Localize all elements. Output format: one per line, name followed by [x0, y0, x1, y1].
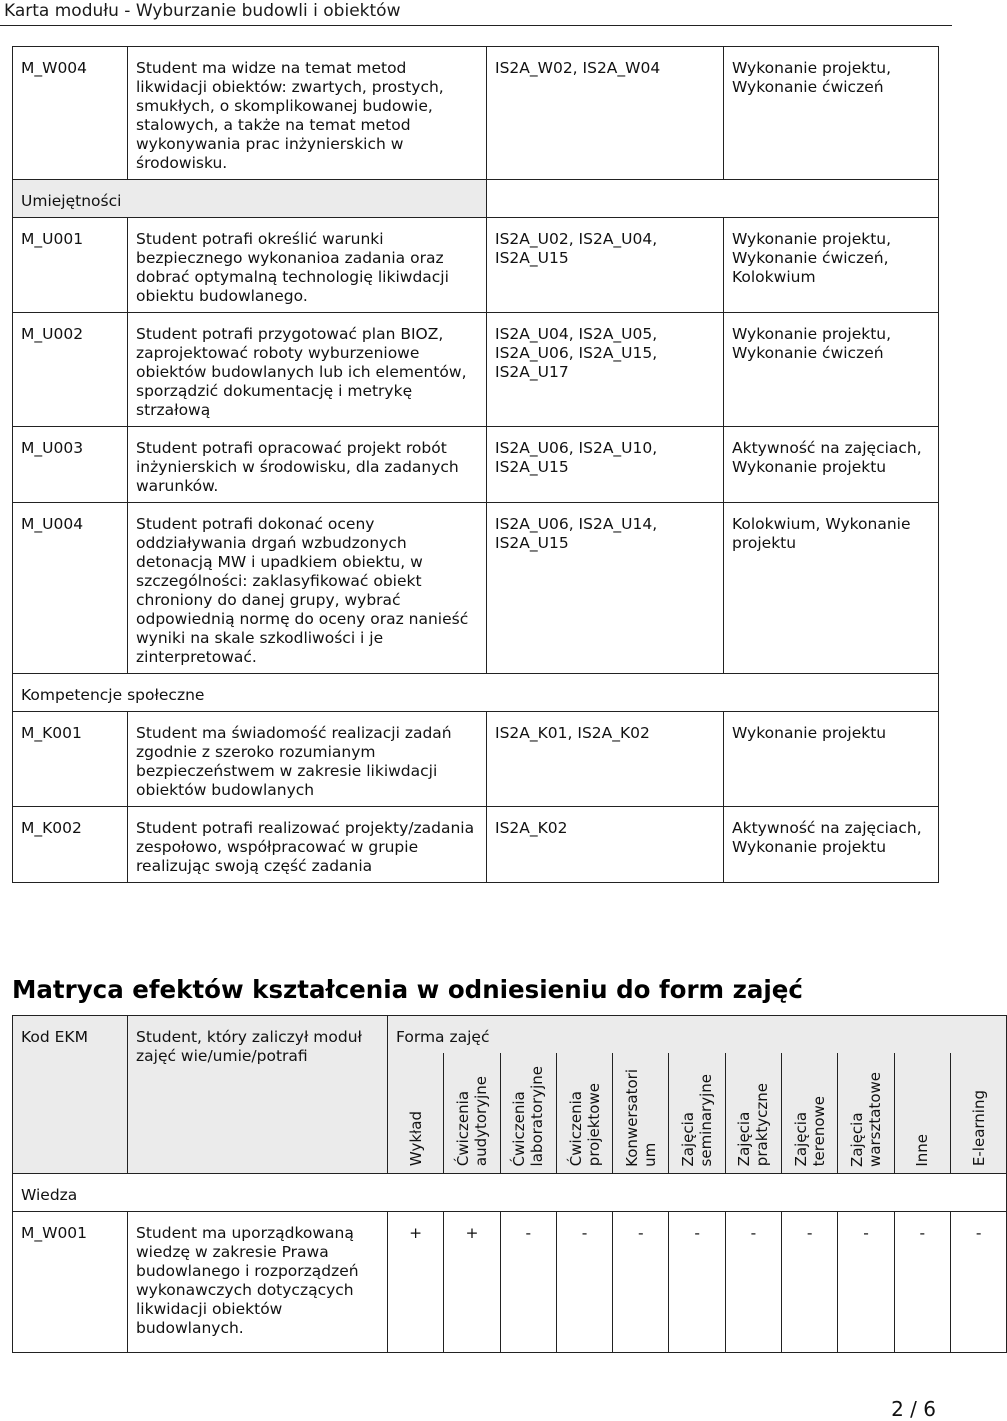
form-column-field — [782, 1053, 838, 1173]
form-column-auditorium — [444, 1053, 500, 1173]
table-row — [13, 807, 939, 883]
mark-cell: - — [556, 1211, 612, 1352]
mark-cell: - — [669, 1211, 725, 1352]
mark-cell: - — [782, 1211, 838, 1352]
outcome-verification-methods: Kolokwium, Wykonanie projektu — [724, 503, 939, 674]
section-header-row — [13, 1173, 1007, 1211]
form-label: Zajęcia warsztatowe — [848, 1071, 885, 1167]
learning-outcomes-table — [12, 46, 939, 883]
form-column-other — [894, 1053, 950, 1173]
outcome-references: IS2A_K01, IS2A_K02 — [487, 712, 724, 807]
outcome-description: Student ma świadomość realizacji zadań zgodnie z szeroko rozumianym bezpieczeństwem w zakresie likiwdacji obiektów budowlanych — [128, 712, 487, 807]
form-label: Inne — [913, 1133, 932, 1167]
form-column-seminar — [669, 1053, 725, 1173]
form-column-project — [556, 1053, 612, 1173]
mark-cell: + — [388, 1211, 444, 1352]
matrix-header-row — [13, 1016, 1007, 1054]
mark-cell: - — [725, 1211, 781, 1352]
outcome-description: Student potrafi realizować projekty/zadania zespołowo, współpracować w grupie realizując swoją część zadania — [128, 807, 487, 883]
page-number: 2 / 6 — [891, 1397, 936, 1421]
outcome-references: IS2A_U06, IS2A_U14, IS2A_U15 — [487, 503, 724, 674]
outcome-description: Student potrafi opracować projekt robót inżynierskich w środowisku, dla zadanych warunków. — [128, 427, 487, 503]
outcome-references: IS2A_U02, IS2A_U04, IS2A_U15 — [487, 218, 724, 313]
table-row — [13, 427, 939, 503]
mark-cell: + — [444, 1211, 500, 1352]
mark-cell: - — [950, 1211, 1006, 1352]
section-header-row — [13, 180, 939, 218]
outcome-code: M_U003 — [13, 427, 128, 503]
outcome-description: Student potrafi dokonać oceny oddziaływania drgań wzbudzonych detonacją MW i upadkiem obiektu, w szczególności: zaklasyfikować obiekt chroniony do danej grupy, wybrać odpowiednią normę do oceny oraz nanieść wyniki na skale szkodliwości i je zinterpretować. — [128, 503, 487, 674]
mark-cell: - — [500, 1211, 556, 1352]
mark-cell: - — [838, 1211, 894, 1352]
table-row — [13, 712, 939, 807]
form-label: Ćwiczenia projektowe — [566, 1083, 603, 1167]
form-label: Zajęcia terenowe — [791, 1096, 828, 1167]
mark-cell: - — [894, 1211, 950, 1352]
section-title: Kompetencje społeczne — [13, 674, 939, 712]
form-column-laboratory — [500, 1053, 556, 1173]
outcome-references: IS2A_W02, IS2A_W04 — [487, 47, 724, 180]
outcome-verification-methods: Aktywność na zajęciach, Wykonanie projektu — [724, 807, 939, 883]
table-row — [13, 313, 939, 427]
outcome-code: M_U002 — [13, 313, 128, 427]
outcome-code: M_K002 — [13, 807, 128, 883]
form-column-elearning — [950, 1053, 1006, 1173]
section-title: Umiejętności — [13, 180, 487, 218]
outcome-description: Student ma uporządkowaną wiedzę w zakresie Prawa budowlanego i rozporządzeń wykonawczych dotyczących likwidacji obiektów budowlanych. — [128, 1211, 388, 1352]
form-column-lecture — [388, 1053, 444, 1173]
form-column-practical — [725, 1053, 781, 1173]
table-row — [13, 47, 939, 180]
outcome-code: M_W001 — [13, 1211, 128, 1352]
section-header-row — [13, 674, 939, 712]
outcome-verification-methods: Wykonanie projektu — [724, 712, 939, 807]
header-divider — [0, 25, 952, 26]
forms-matrix-table — [12, 1015, 1007, 1353]
table-row — [13, 218, 939, 313]
header-forms: Forma zajęć — [388, 1016, 1007, 1054]
outcome-references: IS2A_U04, IS2A_U05, IS2A_U06, IS2A_U15, IS2A_U17 — [487, 313, 724, 427]
table-row — [13, 1211, 1007, 1352]
outcome-verification-methods: Aktywność na zajęciach, Wykonanie projektu — [724, 427, 939, 503]
form-column-workshop — [838, 1053, 894, 1173]
outcome-description: Student potrafi określić warunki bezpiecznego wykonanioa zadania oraz dobrać optymalną technologię likiwdacji obiektu budowlanego. — [128, 218, 487, 313]
form-label: Ćwiczenia laboratoryjne — [510, 1066, 547, 1167]
form-label: Ćwiczenia audytoryjne — [453, 1076, 490, 1167]
form-label: Zajęcia seminaryjne — [679, 1074, 716, 1167]
outcome-verification-methods: Wykonanie projektu, Wykonanie ćwiczeń — [724, 47, 939, 180]
outcome-verification-methods: Wykonanie projektu, Wykonanie ćwiczeń, Kolokwium — [724, 218, 939, 313]
form-label: Konwersatori um — [622, 1068, 659, 1167]
page-header-title: Karta modułu - Wyburzanie budowli i obiektów — [4, 1, 401, 21]
form-label: Wykład — [406, 1111, 425, 1167]
outcome-description: Student ma widze na temat metod likwidacji obiektów: zwartych, prostych, smukłych, o skomplikowanej budowie, stalowych, a także na temat metod wykonywania prac inżynierskich w środowisku. — [128, 47, 487, 180]
form-label: E-learning — [969, 1090, 988, 1167]
header-student: Student, który zaliczył moduł zajęć wie/umie/potrafi — [128, 1016, 388, 1174]
form-label: Zajęcia praktyczne — [735, 1083, 772, 1167]
outcome-code: M_U004 — [13, 503, 128, 674]
outcome-verification-methods: Wykonanie projektu, Wykonanie ćwiczeń — [724, 313, 939, 427]
outcome-description: Student potrafi przygotować plan BIOZ, zaprojektować roboty wyburzeniowe obiektów budowlanych lub ich elementów, sporządzić dokumentację i metrykę strzałową — [128, 313, 487, 427]
form-column-conversation — [613, 1053, 669, 1173]
header-code: Kod EKM — [13, 1016, 128, 1174]
outcome-code: M_K001 — [13, 712, 128, 807]
outcome-references: IS2A_U06, IS2A_U10, IS2A_U15 — [487, 427, 724, 503]
outcome-code: M_W004 — [13, 47, 128, 180]
table-row — [13, 503, 939, 674]
outcome-references: IS2A_K02 — [487, 807, 724, 883]
outcome-code: M_U001 — [13, 218, 128, 313]
section-title: Wiedza — [13, 1173, 1007, 1211]
mark-cell: - — [613, 1211, 669, 1352]
matrix-heading: Matryca efektów kształcenia w odniesieniu do form zajęć — [12, 975, 803, 1004]
